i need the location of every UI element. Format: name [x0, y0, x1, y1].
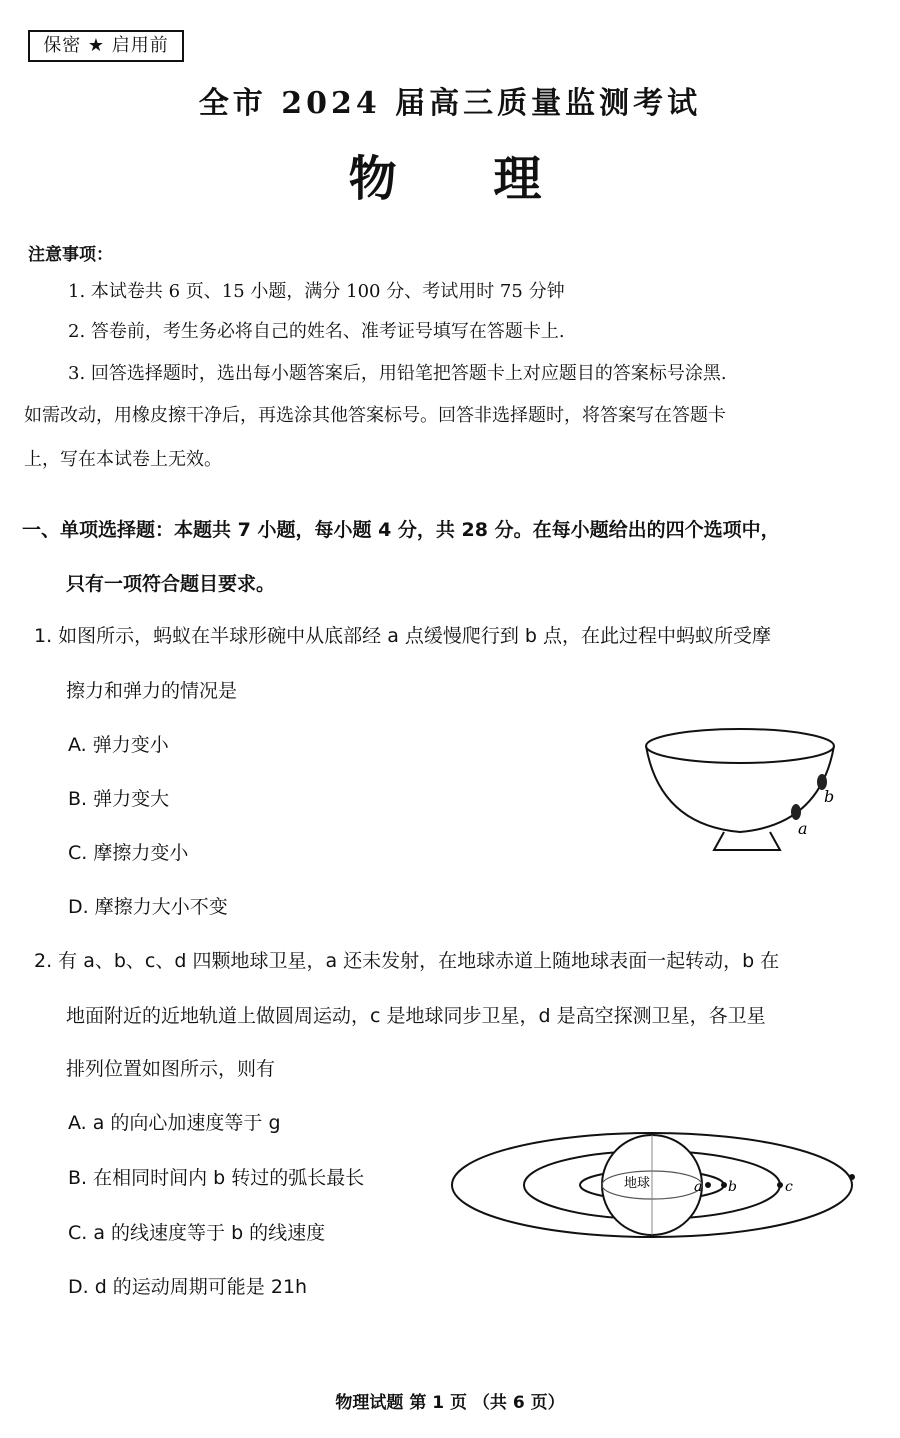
confidential-stamp: 保密 ★ 启用前	[28, 30, 184, 62]
bowl-figure	[640, 720, 850, 860]
satellite-d-dot	[849, 1174, 855, 1180]
satellite-label-b: b	[728, 1179, 737, 1195]
question-2-option-c: C. a 的线速度等于 b 的线速度	[68, 1222, 326, 1244]
satellite-c-dot	[777, 1182, 783, 1188]
section-heading-line-1: 一、单项选择题：本题共 7 小题，每小题 4 分，共 28 分。在每小题给出的四个选项中，	[22, 519, 780, 541]
bowl-label-a: a	[798, 819, 808, 838]
satellite-a-dot	[705, 1182, 711, 1188]
question-2-option-b: B. 在相同时间内 b 转过的弧长最长	[68, 1167, 365, 1189]
notice-item-3-line-3: 上，写在本试卷上无效。	[24, 449, 222, 470]
question-2-stem-line-2: 地面附近的近地轨道上做圆周运动，c 是地球同步卫星，d 是高空探测卫星，各卫星	[66, 1005, 766, 1027]
ant-icon	[791, 774, 827, 820]
satellite-orbit-figure	[440, 1125, 870, 1255]
question-1-option-b: B. 弹力变大	[68, 788, 170, 810]
satellite-label-c: c	[785, 1179, 793, 1195]
subject-title: 物 理	[348, 151, 582, 207]
notice-item-2: 2. 答卷前，考生务必将自己的姓名、准考证号填写在答题卡上.	[68, 321, 565, 342]
question-1-option-d: D. 摩擦力大小不变	[68, 896, 228, 918]
satellite-label-a: a	[694, 1179, 703, 1195]
question-1-stem-line-2: 擦力和弹力的情况是	[66, 680, 238, 702]
question-2-option-a: A. a 的向心加速度等于 g	[68, 1112, 281, 1134]
notice-item-3-line-1: 3. 回答选择题时，选出每小题答案后，用铅笔把答题卡上对应题目的答案标号涂黑.	[68, 363, 727, 384]
question-2-stem-line-1: 2. 有 a、b、c、d 四颗地球卫星，a 还未发射，在地球赤道上随地球表面一起转动，b 在	[34, 950, 780, 972]
question-1-option-a: A. 弹力变小	[68, 734, 169, 756]
satellite-b-dot	[721, 1182, 727, 1188]
question-2-option-d: D. d 的运动周期可能是 21h	[68, 1276, 308, 1298]
page-footer: 物理试题 第 1 页 （共 6 页）	[335, 1393, 565, 1413]
question-1-option-c: C. 摩擦力变小	[68, 842, 189, 864]
section-heading-line-2: 只有一项符合题目要求。	[66, 573, 276, 595]
bowl-label-b: b	[824, 787, 835, 806]
notice-heading: 注意事项：	[28, 245, 113, 265]
notice-item-3-line-2: 如需改动，用橡皮擦干净后，再选涂其他答案标号。回答非选择题时，将答案写在答题卡	[24, 405, 726, 426]
question-1-stem-line-1: 1. 如图所示，蚂蚁在半球形碗中从底部经 a 点缓慢爬行到 b 点，在此过程中蚂蚁所受摩	[34, 625, 772, 647]
exam-title: 全市 2024 届高三质量监测考试	[198, 86, 702, 121]
question-2-stem-line-3: 排列位置如图所示，则有	[66, 1058, 276, 1080]
notice-item-1: 1. 本试卷共 6 页、15 小题，满分 100 分、考试用时 75 分钟	[68, 281, 565, 302]
earth-label: 地球	[624, 1176, 651, 1191]
